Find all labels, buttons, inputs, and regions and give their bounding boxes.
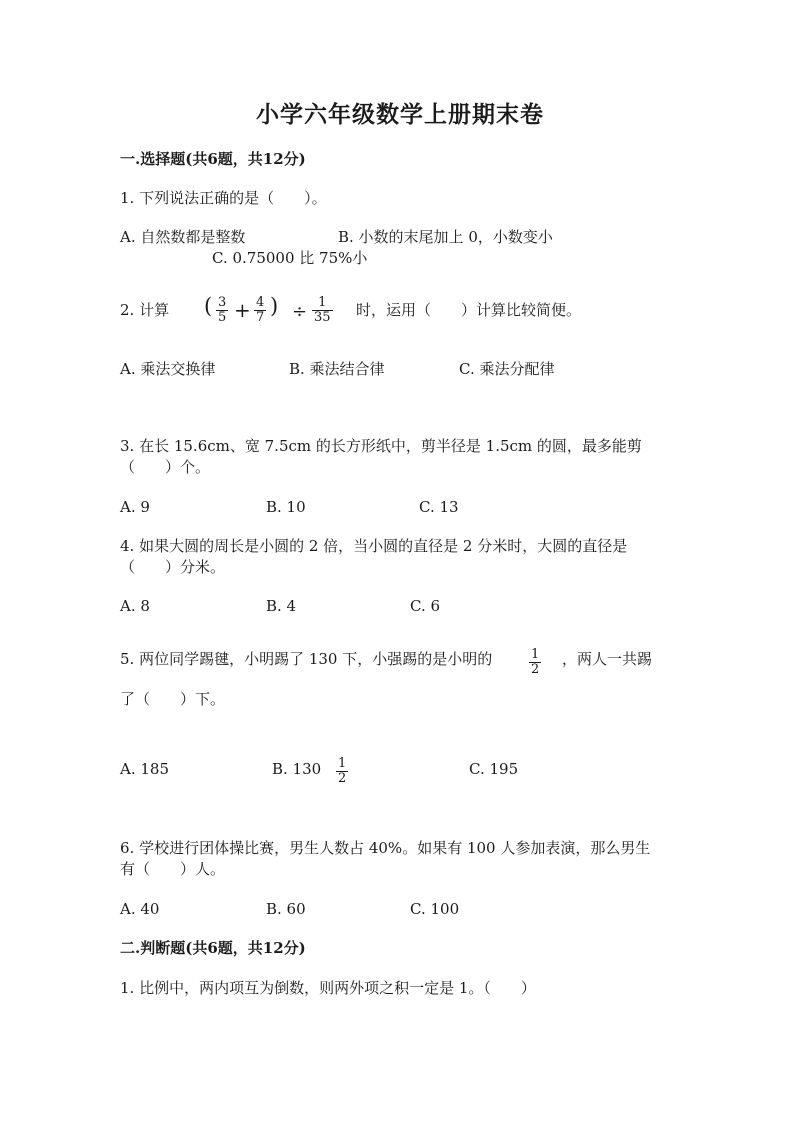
question-4-option-b: B. 4 [266, 597, 297, 615]
math-expression [204, 296, 340, 336]
denominator: 7 [256, 309, 265, 325]
open-paren: ( [204, 294, 213, 318]
close-paren: ) [270, 294, 279, 318]
question-5-line-1-end: ，两人一共踢 [562, 650, 653, 668]
denominator: 2 [338, 770, 347, 786]
divide-sign: ÷ [292, 301, 308, 322]
plus-sign: + [234, 298, 251, 322]
section-heading: 一.选择题(共6题，共12分) [120, 150, 306, 168]
fraction-1-2 [529, 648, 541, 676]
fraction-1-35 [312, 296, 333, 324]
section-heading: 二.判断题(共6题，共12分) [120, 939, 306, 957]
question-6-option-c: C. 100 [410, 900, 460, 918]
question-5-option-a: A. 185 [120, 760, 169, 778]
question-6-option-b: B. 60 [266, 900, 306, 918]
option-b-fraction-1-2 [336, 757, 348, 785]
judgment-question-1: 1. 比例中，两内项互为倒数，则两外项之积一定是 1。（ ） [120, 979, 536, 997]
numerator: 1 [338, 756, 347, 771]
question-4-line-1: 4. 如果大圆的周长是小圆的 2 倍，当小圆的直径是 2 分米时，大圆的直径是 [120, 537, 628, 555]
numerator: 1 [531, 647, 540, 662]
question-3-line-2: （ ）个。 [120, 458, 211, 476]
question-1-option-a: A. 自然数都是整数 [120, 228, 246, 246]
denominator: 2 [531, 661, 540, 677]
numerator: 1 [318, 295, 327, 310]
question-5-line-2: 了（ ）下。 [120, 690, 226, 708]
question-1-option-c: C. 0.75000 比 75%小 [212, 249, 368, 267]
numerator: 4 [256, 295, 265, 310]
question-5-line-1: 5. 两位同学踢毽，小明踢了 130 下，小强踢的是小明的 [120, 650, 493, 668]
question-6-line-2: 有（ ）人。 [120, 860, 226, 878]
fraction-4-7 [254, 296, 266, 324]
fraction-3-5 [216, 296, 228, 324]
denominator: 35 [314, 309, 331, 325]
question-4-line-2: （ ）分米。 [120, 558, 226, 576]
question-3-option-b: B. 10 [266, 498, 306, 516]
question-2-suffix: 时，运用（ ）计算比较简便。 [356, 301, 582, 319]
question-1-stem: 1. 下列说法正确的是（ ）。 [120, 189, 327, 207]
question-6-line-1: 6. 学校进行团体操比赛，男生人数占 40%。如果有 100 人参加表演，那么男生 [120, 839, 651, 857]
question-4-option-c: C. 6 [410, 597, 441, 615]
question-1-option-b: B. 小数的末尾加上 0，小数变小 [338, 228, 553, 246]
question-3-option-c: C. 13 [419, 498, 459, 516]
question-3-option-a: A. 9 [120, 498, 150, 516]
question-2-option-c: C. 乘法分配律 [459, 360, 555, 378]
question-5-option-c: C. 195 [469, 760, 519, 778]
exam-title: 小学六年级数学上册期末卷 [256, 101, 544, 128]
question-3-line-1: 3. 在长 15.6cm、宽 7.5cm 的长方形纸中，剪半径是 1.5cm 的圆，最多能剪 [120, 437, 642, 455]
question-2-option-a: A. 乘法交换律 [120, 360, 216, 378]
question-2-option-b: B. 乘法结合律 [289, 360, 385, 378]
denominator: 5 [218, 309, 227, 325]
numerator: 3 [218, 295, 227, 310]
question-2-prefix: 2. 计算 [120, 301, 170, 319]
question-6-option-a: A. 40 [120, 900, 160, 918]
question-5-option-b: B. 130 [272, 760, 322, 778]
question-4-option-a: A. 8 [120, 597, 150, 615]
